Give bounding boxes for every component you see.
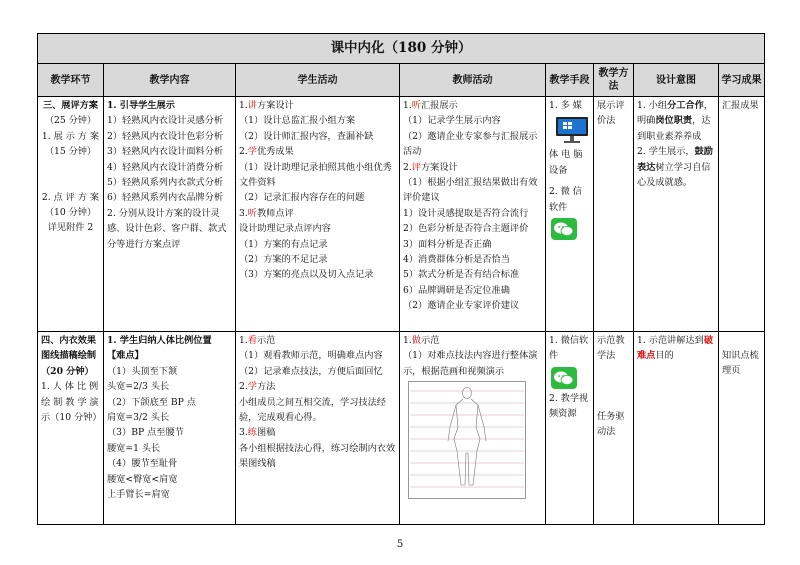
intent-text: ，达到职业素养养成 bbox=[637, 115, 711, 142]
stage-line: 1. 人 体 比 例 绘 制 教 学 演 示（10 分钟） bbox=[41, 381, 102, 424]
list-item: 5）轻熟风系列内衣款式分析 bbox=[107, 177, 224, 189]
list-item: （3）方案的亮点以及切入点记录 bbox=[239, 269, 374, 281]
keyword: 练 bbox=[247, 427, 257, 439]
row2-content bbox=[104, 332, 236, 525]
result-text: 汇报成果 bbox=[722, 100, 759, 111]
stage-title: 四、内衣效果图线描稿绘制（20 分钟） bbox=[41, 335, 97, 377]
header-intent: 设计意图 bbox=[634, 64, 719, 97]
lesson-plan-table bbox=[37, 33, 765, 525]
stage-line: 1. 展 示 方 案 bbox=[41, 130, 100, 142]
key-label: 【难点】 bbox=[107, 350, 144, 362]
keyword: 评 bbox=[411, 161, 421, 173]
item-num: 1. bbox=[239, 335, 248, 346]
keyword: 看 bbox=[247, 335, 257, 346]
stage-title: 三、展评方案 bbox=[42, 100, 99, 111]
row2-result bbox=[719, 332, 765, 525]
intent-text: 目的 bbox=[655, 350, 674, 362]
item-label: 图稿 bbox=[256, 427, 276, 439]
list-item: 5）款式分析是否有结合标准 bbox=[403, 269, 520, 281]
figure-proportion-chart bbox=[408, 381, 526, 499]
content-paragraph: 2. 分别从设计方案的设计灵感、设计色彩、客户群、款式分等进行方案点评 bbox=[107, 207, 227, 250]
keyword: 做 bbox=[411, 335, 421, 346]
means-item: 体 电 脑 设备 bbox=[549, 149, 583, 176]
row1-student bbox=[236, 97, 400, 332]
means-item: 1. 微信软件 bbox=[549, 335, 589, 362]
list-item: （3）BP 点至腰节 bbox=[107, 427, 184, 439]
list-item: （2）记录汇报内容存在的问题 bbox=[239, 192, 365, 204]
list-item: 2）轻熟风内衣设计色彩分析 bbox=[107, 130, 224, 142]
list-item: （1）记录学生展示内容 bbox=[403, 115, 501, 127]
list-item: 腰宽<臀宽<肩宽 bbox=[107, 473, 178, 485]
header-content: 教学内容 bbox=[104, 64, 236, 97]
result-text: 知识点梳理页 bbox=[722, 350, 759, 377]
list-item: （1）根据小组汇报结果做出有效评价建议 bbox=[403, 177, 538, 204]
method-text: 示范教学法 bbox=[597, 335, 625, 362]
header-student: 学生活动 bbox=[236, 64, 400, 97]
list-item: 1）轻熟风内衣设计灵感分析 bbox=[107, 115, 224, 127]
list-item: （4）腰节至耻骨 bbox=[107, 458, 178, 470]
list-item: 4）轻熟风内衣设计消费分析 bbox=[107, 161, 224, 173]
item-text: （1）对难点技法内容进行整体演示，根据范画和视频演示 bbox=[403, 350, 538, 377]
keyword: 听 bbox=[411, 100, 421, 111]
means-item: 1. 多 媒 bbox=[549, 100, 582, 111]
intent-keyword: 分工合作 bbox=[667, 100, 704, 111]
wechat-icon bbox=[551, 367, 577, 389]
means-item: 2. 教学视频资源 bbox=[549, 392, 589, 420]
method-text: 任务驱动法 bbox=[597, 410, 625, 438]
list-item: 3）轻熟风内衣设计面料分析 bbox=[107, 146, 224, 158]
list-item: 肩宽=3/2 头长 bbox=[107, 412, 170, 424]
content-title: 1. 学生归纳人体比例位置 bbox=[107, 335, 212, 346]
header-method: 教学方法 bbox=[594, 64, 634, 97]
header-teacher: 教师活动 bbox=[400, 64, 546, 97]
intent-keyword: 鼓励表达 bbox=[637, 146, 713, 173]
row1-intent bbox=[634, 97, 719, 332]
stage-line: （10 分钟） bbox=[44, 207, 97, 219]
table-row bbox=[38, 332, 765, 525]
row1-teacher bbox=[400, 97, 546, 332]
row1-means bbox=[546, 97, 594, 332]
keyword: 学 bbox=[247, 146, 257, 158]
item-label: 汇报展示 bbox=[420, 100, 458, 111]
list-item: （2）方案的不足记录 bbox=[239, 254, 328, 266]
list-item: （1）头顶至下颔 bbox=[107, 365, 178, 377]
row2-method bbox=[594, 332, 634, 525]
row2-student bbox=[236, 332, 400, 525]
item-num: 3. bbox=[239, 427, 248, 439]
stage-line: （15 分钟） bbox=[44, 146, 97, 158]
keyword: 听 bbox=[247, 207, 257, 219]
list-item: （2）记录难点技法，方便后面回忆 bbox=[239, 365, 383, 377]
item-num: 2. bbox=[239, 381, 248, 393]
item-label: 方案设计 bbox=[256, 100, 294, 111]
row1-result bbox=[719, 97, 765, 332]
header-result: 学习成果 bbox=[719, 64, 765, 97]
list-item: 腰宽=1 头长 bbox=[107, 442, 161, 454]
list-item: 4）消费群体分析是否恰当 bbox=[403, 254, 510, 266]
item-num: 1. bbox=[403, 335, 412, 346]
list-item: 6）轻熟风系列内衣品牌分析 bbox=[107, 192, 224, 204]
list-item: 头宽=2/3 头长 bbox=[107, 381, 170, 393]
table-row bbox=[38, 97, 765, 332]
row2-stage bbox=[38, 332, 104, 525]
wechat-icon bbox=[551, 218, 577, 240]
list-item: （1）设计助理记录拍照其他小组优秀文件资料 bbox=[239, 161, 392, 189]
list-item: 6）品牌调研是否定位准确 bbox=[403, 284, 510, 296]
list-item: （2）下颌底至 BP 点 bbox=[107, 396, 196, 408]
item-num: 2. bbox=[239, 146, 248, 158]
page-number: 5 bbox=[396, 539, 404, 550]
row2-means bbox=[546, 332, 594, 525]
item-text: 小组成员之间互相交流，学习技法经验，完成观看心得。 bbox=[239, 396, 386, 424]
item-num: 1. bbox=[403, 100, 412, 111]
list-item: （2）邀请企业专家评价建议 bbox=[403, 300, 520, 312]
item-num: 3. bbox=[239, 207, 248, 219]
row1-method bbox=[594, 97, 634, 332]
list-item: 上手臂长=肩宽 bbox=[107, 489, 170, 501]
item-label: 方法 bbox=[256, 381, 276, 393]
list-item: （1）设计总监汇报小组方案 bbox=[239, 115, 356, 127]
item-text: 设计助理记录点评内容 bbox=[239, 223, 331, 235]
means-item: 2. 微 信 软件 bbox=[549, 186, 582, 213]
list-item: （1）观看教师示范，明确难点内容 bbox=[239, 350, 383, 362]
header-means: 教学手段 bbox=[546, 64, 594, 97]
method-text: 展示评价法 bbox=[597, 100, 625, 127]
intent-text: 1. 示范讲解达到 bbox=[637, 335, 704, 346]
row1-stage bbox=[38, 97, 104, 332]
row2-teacher bbox=[400, 332, 546, 525]
item-label: 示范 bbox=[256, 335, 276, 346]
row1-content bbox=[104, 97, 236, 332]
intent-text: 树立学习自信心及成就感。 bbox=[637, 161, 711, 189]
keyword: 学 bbox=[247, 381, 257, 393]
stage-line: 2. 点 评 方 案 bbox=[41, 191, 100, 203]
item-label: 方案设计 bbox=[420, 161, 458, 173]
intent-text: ，明确 bbox=[637, 100, 713, 127]
table-title: 课中内化（180 分钟） bbox=[38, 34, 765, 64]
intent-keyword: 破难点 bbox=[637, 335, 713, 362]
item-num: 1. bbox=[239, 100, 248, 111]
intent-keyword: 岗位职责 bbox=[655, 115, 693, 127]
item-num: 2. bbox=[403, 161, 412, 173]
row2-intent bbox=[634, 332, 719, 525]
list-item: 1）设计灵感提取是否符合流行 bbox=[403, 207, 529, 219]
list-item: （1）方案的有点记录 bbox=[239, 238, 328, 250]
item-text: 各小组根据技法心得，练习绘制内衣效果图线稿 bbox=[239, 442, 396, 470]
item-label: 示范 bbox=[420, 335, 440, 346]
list-item: 2）色彩分析是否符合主题评价 bbox=[403, 223, 529, 235]
list-item: 3）面料分析是否正确 bbox=[403, 238, 492, 250]
intent-text: 1. 小组 bbox=[637, 100, 668, 111]
item-label: 教师点评 bbox=[256, 207, 294, 219]
list-item: （2）邀请企业专家参与汇报展示活动 bbox=[403, 130, 538, 158]
keyword: 讲 bbox=[247, 100, 257, 111]
list-item: （2）设计师汇报内容，查漏补缺 bbox=[239, 130, 374, 142]
stage-line: （25 分钟） bbox=[44, 115, 97, 127]
monitor-icon bbox=[555, 116, 589, 144]
stage-line: 详见附件 2 bbox=[47, 222, 94, 234]
header-stage: 教学环节 bbox=[38, 64, 104, 97]
item-label: 优秀成果 bbox=[256, 146, 294, 158]
intent-text: 2. 学生展示， bbox=[637, 146, 695, 158]
content-title: 1. 引导学生展示 bbox=[107, 100, 175, 111]
